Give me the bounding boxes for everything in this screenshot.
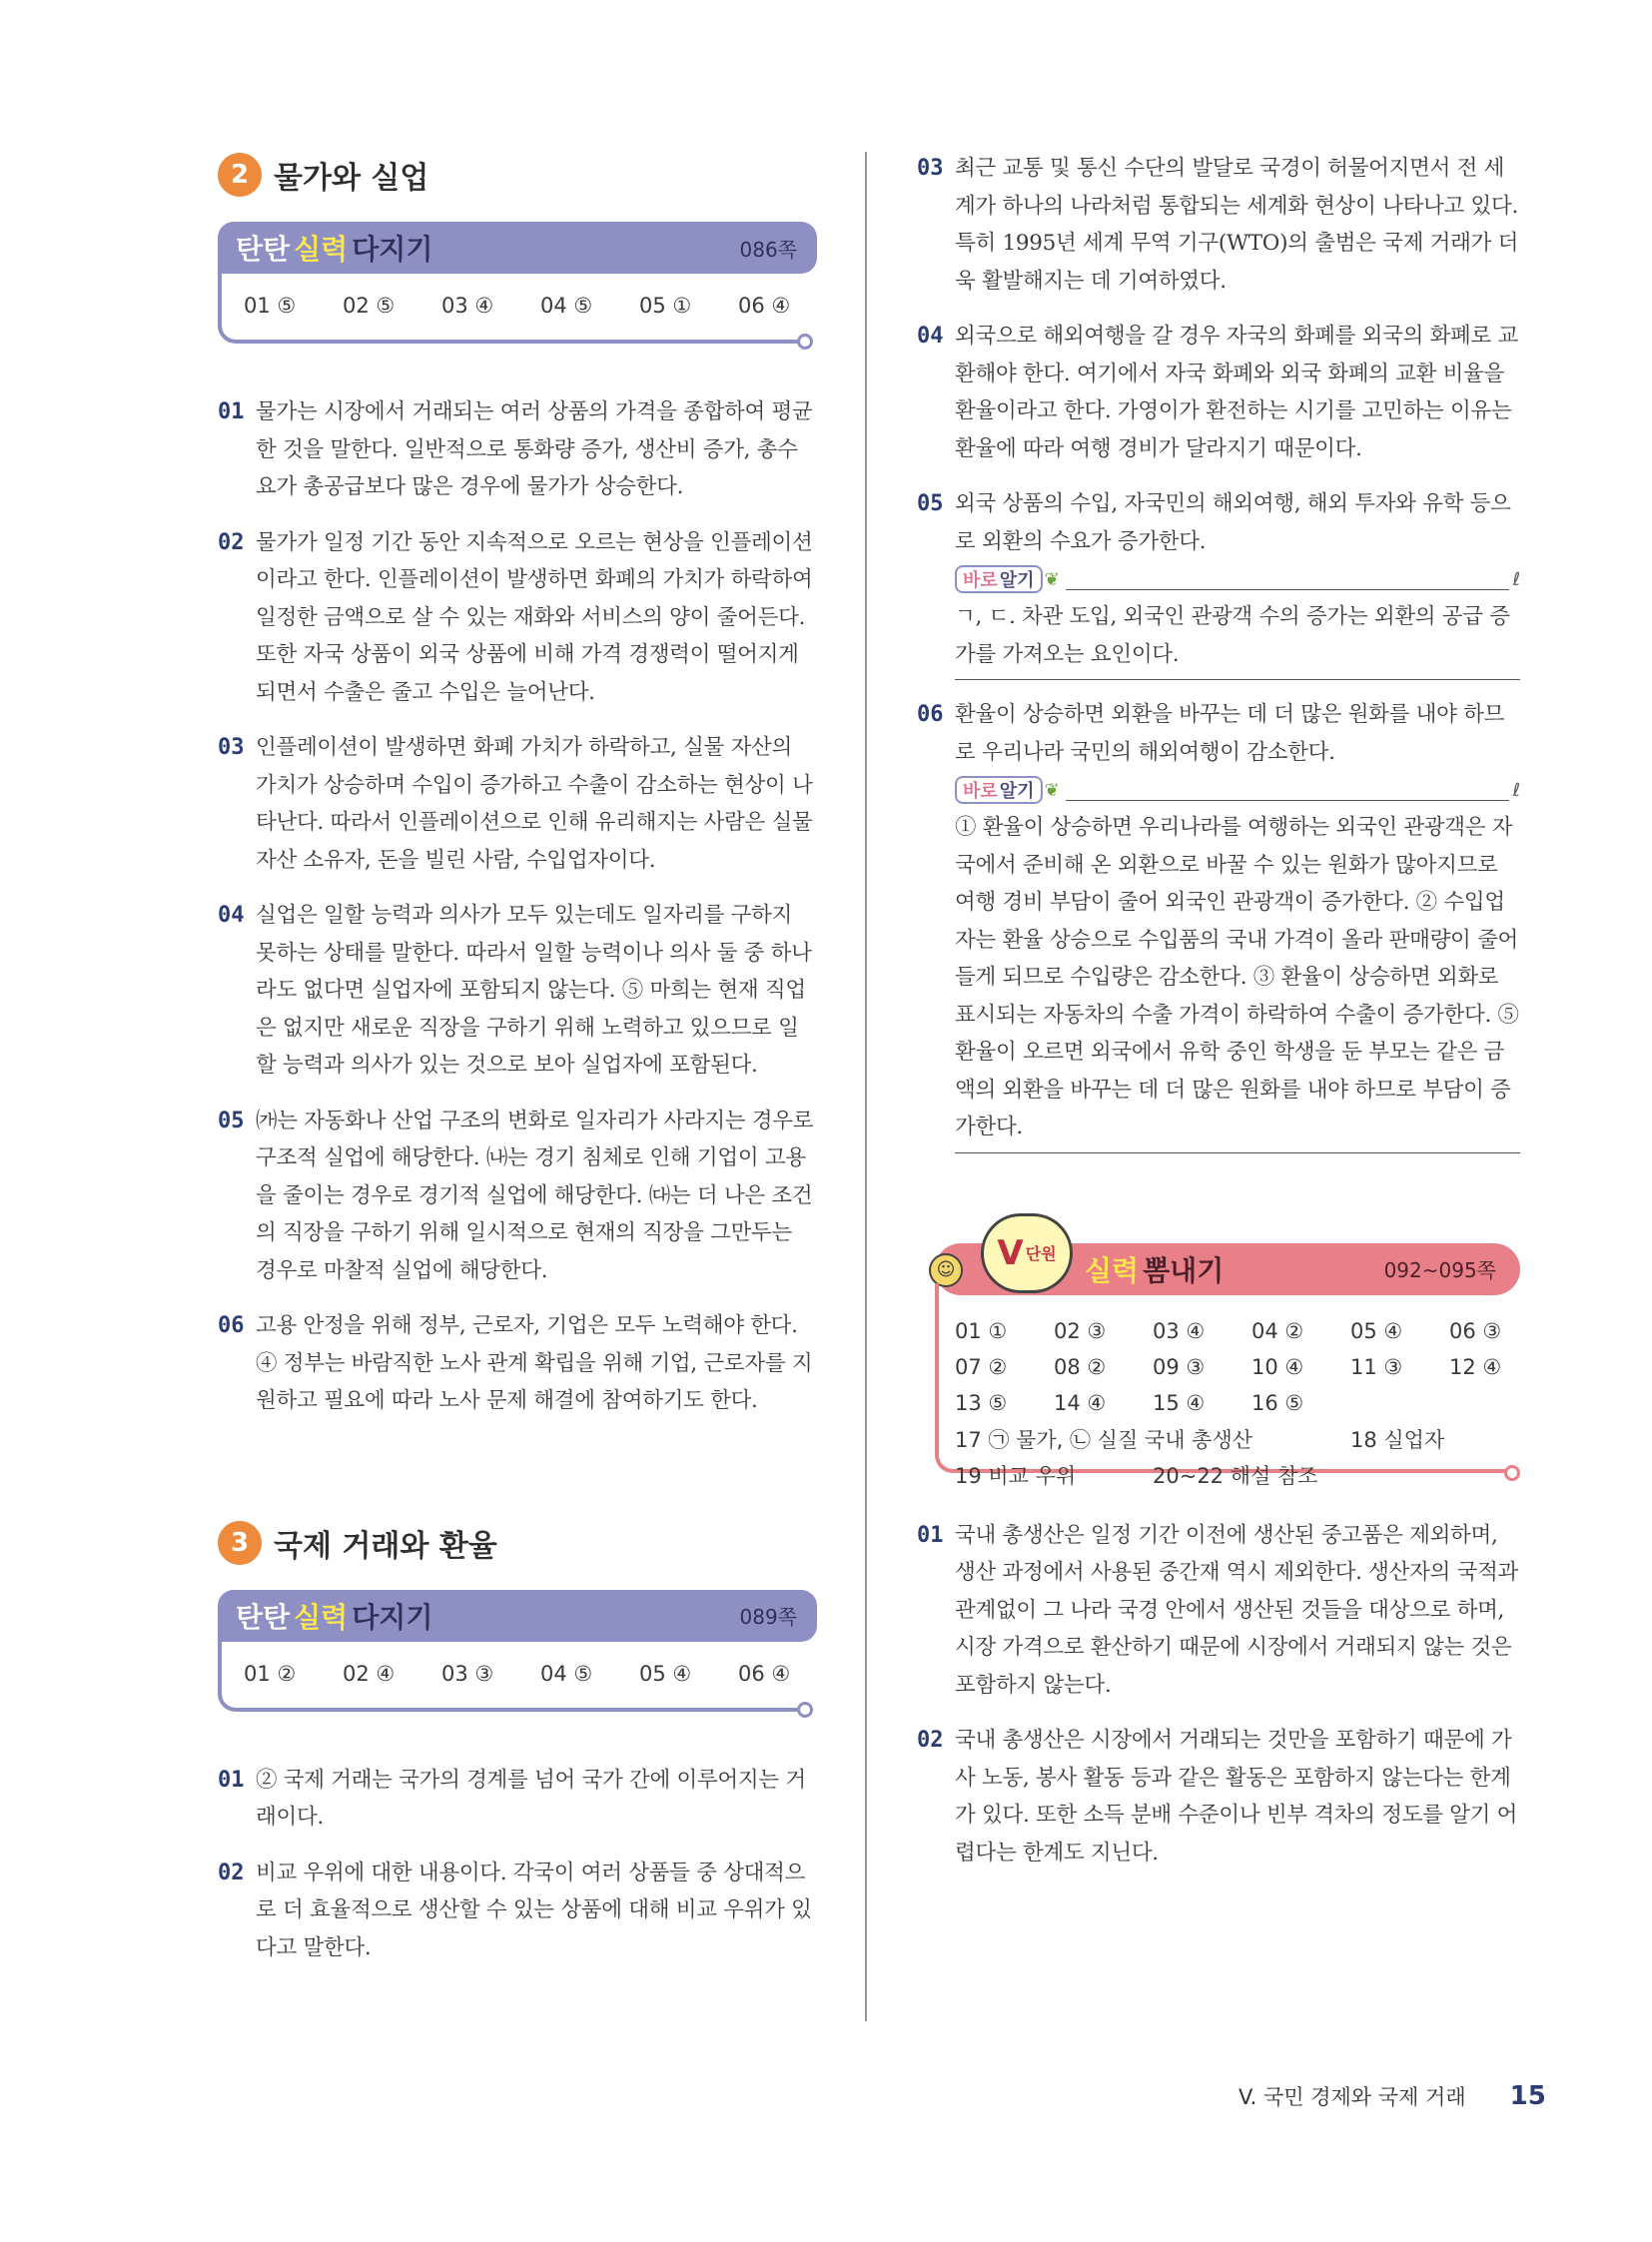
item-number: 02 bbox=[218, 529, 245, 555]
baro-algi-box bbox=[955, 564, 1520, 680]
answer: 01 ② bbox=[244, 1661, 297, 1686]
divider-line bbox=[955, 1152, 1520, 1153]
answer: 06 ④ bbox=[738, 1661, 791, 1686]
baro-label-a: 바로 bbox=[963, 570, 998, 591]
answer: 15 ④ bbox=[1153, 1390, 1206, 1415]
section-3-heading bbox=[218, 1518, 817, 1568]
answer: 02 ④ bbox=[343, 1661, 396, 1686]
answer: 20~22 해설 참조 bbox=[1153, 1463, 1318, 1488]
item-number: 02 bbox=[917, 1728, 944, 1753]
item-number: 01 bbox=[218, 399, 245, 424]
answer-row bbox=[955, 1457, 1548, 1493]
box-corner-dot bbox=[797, 1702, 813, 1718]
baro-algi-label bbox=[955, 565, 1043, 593]
explanation-item bbox=[218, 1762, 817, 1837]
answer: 05 ① bbox=[639, 294, 692, 318]
right-column bbox=[917, 150, 1520, 1889]
divider-line bbox=[1066, 800, 1509, 801]
baro-label-b: 알기 bbox=[999, 781, 1035, 802]
box-label-b: 실력 bbox=[294, 1600, 349, 1634]
answer: 04 ⑤ bbox=[540, 1661, 593, 1686]
item-number: 06 bbox=[917, 702, 944, 727]
item-text: 물가는 시장에서 거래되는 여러 상품의 가격을 종합하여 평균한 것을 말한다. 일반적으로 통화량 증가, 생산비 증가, 총수요가 총공급보다 많은 경우에 물가가 상승한다. bbox=[256, 399, 813, 499]
section-number: 3 bbox=[218, 1521, 262, 1565]
item-number: 04 bbox=[218, 903, 245, 928]
column-divider bbox=[865, 152, 867, 2021]
page-footer bbox=[1239, 2081, 1546, 2111]
section-title: 국제 거래와 환율 bbox=[274, 1528, 497, 1564]
spacer bbox=[218, 1438, 817, 1518]
item-number: 03 bbox=[917, 156, 944, 181]
answer: 07 ② bbox=[955, 1354, 1008, 1379]
explanation-item bbox=[917, 696, 1520, 771]
answer: 06 ③ bbox=[1449, 1318, 1502, 1343]
divider-line bbox=[955, 679, 1520, 680]
baro-label-b: 알기 bbox=[999, 570, 1035, 591]
item-number: 04 bbox=[917, 324, 944, 349]
unit-badge bbox=[981, 1213, 1073, 1293]
box-label-a: 탄탄 bbox=[236, 233, 291, 266]
explanation-item bbox=[218, 897, 817, 1085]
baro-algi-label bbox=[955, 776, 1043, 804]
section-2-heading bbox=[218, 150, 817, 200]
answer: 17 ㉠ 물가, ㉡ 실질 국내 총생산 bbox=[955, 1427, 1253, 1452]
unit-label-c: 뽐내기 bbox=[1143, 1253, 1225, 1287]
explanation-item bbox=[218, 524, 817, 712]
explanation-item bbox=[917, 1722, 1520, 1871]
unit-label-b: 실력 bbox=[1085, 1253, 1140, 1287]
left-column bbox=[218, 150, 817, 1984]
baro-algi-tag bbox=[955, 775, 1520, 805]
item-number: 05 bbox=[917, 491, 944, 516]
item-text: 환율이 상승하면 외환을 바꾸는 데 더 많은 원화를 내야 하므로 우리나라 국민의 해외여행이 감소한다. bbox=[955, 702, 1505, 765]
explanation-item bbox=[218, 1855, 817, 1967]
answer-list bbox=[244, 1662, 837, 1686]
curl-icon: ℓ bbox=[1512, 779, 1520, 801]
answer: 18 실업자 bbox=[1350, 1427, 1445, 1452]
answer: 14 ④ bbox=[1054, 1390, 1107, 1415]
answer-row bbox=[955, 1349, 1548, 1385]
curl-icon: ℓ bbox=[1512, 568, 1520, 590]
item-text: 인플레이션이 발생하면 화폐 가치가 하락하고, 실물 자산의 가치가 상승하며 수입이 증가하고 수출이 감소하는 현상이 나타난다. 따라서 인플레이션으로 인해 유리해지는 사람은 실물 자산 소유자, 돈을 빌린 사람, 수입업자이다. bbox=[256, 735, 813, 873]
box-page-ref: 086쪽 bbox=[739, 237, 797, 262]
unit-review-box bbox=[917, 1213, 1520, 1488]
answer: 03 ④ bbox=[441, 294, 494, 318]
item-text: 물가가 일정 기간 동안 지속적으로 오르는 현상을 인플레이션이라고 한다. 인플레이션이 발생하면 화폐의 가치가 하락하여 일정한 금액으로 살 수 있는 재화와 서비스의 양이 줄어든다. 또한 자국 상품이 외국 상품에 비해 가격 경쟁력이 떨어지게 되면서 수출은 줄고 수입은 늘어난다. bbox=[256, 529, 813, 705]
explanation-item bbox=[917, 485, 1520, 560]
explanation-item bbox=[218, 729, 817, 879]
answer: 05 ④ bbox=[1350, 1318, 1403, 1343]
baro-text: ㄱ, ㄷ. 차관 도입, 외국인 관광객 수의 증가는 외환의 공급 증가를 가져오는 요인이다. bbox=[955, 604, 1510, 667]
answer: 04 ⑤ bbox=[540, 294, 593, 318]
item-text: 국내 총생산은 일정 기간 이전에 생산된 중고품은 제외하며, 생산 과정에서 사용된 중간재 역시 제외한다. 생산자의 국적과 관계없이 그 나라 국경 안에서 생산된 것들을 대상으로 하며, 시장 가격으로 환산하기 때문에 시장에서 거래되지 않는 것은 포함하지 않는다. bbox=[955, 1522, 1519, 1698]
answer: 02 ③ bbox=[1054, 1318, 1107, 1343]
item-text: 실업은 일할 능력과 의사가 모두 있는데도 일자리를 구하지 못하는 상태를 말한다. 따라서 일할 능력이나 의사 둘 중 하나라도 없다면 실업자에 포함되지 않는다. ⑤ 마희는 현재 직업은 없지만 새로운 직장을 구하기 위해 노력하고 있으므로 일할 능력과 의사가 있는 것으로 보아 실업자에 포함된다. bbox=[256, 903, 812, 1078]
sprout-icon: ❦ bbox=[1044, 568, 1060, 590]
answer: 16 ⑤ bbox=[1251, 1390, 1304, 1415]
explanation-item bbox=[917, 150, 1520, 300]
answer: 13 ⑤ bbox=[955, 1390, 1008, 1415]
answer: 12 ④ bbox=[1449, 1354, 1502, 1379]
divider-line bbox=[1066, 589, 1509, 590]
item-text: 고용 안정을 위해 정부, 근로자, 기업은 모두 노력해야 한다. ④ 정부는 바람직한 노사 관계 확립을 위해 기업, 근로자를 지원하고 필요에 따라 노사 문제 해결에 참여하기도 한다. bbox=[256, 1313, 813, 1413]
item-text: 외국 상품의 수입, 자국민의 해외여행, 해외 투자와 유학 등으로 외환의 수요가 증가한다. bbox=[955, 491, 1511, 554]
section-number: 2 bbox=[218, 153, 262, 197]
mascot-icon: ☺ bbox=[929, 1253, 963, 1287]
answer: 04 ② bbox=[1251, 1318, 1304, 1343]
answer-row bbox=[955, 1421, 1548, 1457]
chapter-title: V. 국민 경제와 국제 거래 bbox=[1239, 2085, 1466, 2109]
item-text: 최근 교통 및 통신 수단의 발달로 국경이 허물어지면서 전 세계가 하나의 나라처럼 통합되는 세계화 현상이 나타나고 있다. 특히 1995년 세계 무역 기구(WTO)의 출범은 국제 거래가 더욱 활발해지는 데 기여하였다. bbox=[955, 156, 1519, 294]
answer: 03 ③ bbox=[441, 1661, 494, 1686]
item-number: 01 bbox=[218, 1767, 245, 1793]
box-page-ref: 089쪽 bbox=[739, 1605, 797, 1629]
item-text: ② 국제 거래는 국가의 경계를 넘어 국가 간에 이루어지는 거래이다. bbox=[256, 1767, 806, 1830]
answer: 11 ③ bbox=[1350, 1354, 1403, 1379]
answer: 05 ④ bbox=[639, 1661, 692, 1686]
explanation-item bbox=[917, 1517, 1520, 1705]
answer-row bbox=[955, 1385, 1548, 1421]
unit-page-ref: 092~095쪽 bbox=[1383, 1258, 1496, 1282]
unit-numeral: V bbox=[997, 1232, 1024, 1273]
answer-box bbox=[218, 1590, 817, 1718]
item-text: 비교 우위에 대한 내용이다. 각국이 여러 상품들 중 상대적으로 더 효율적으로 생산할 수 있는 상품에 대해 비교 우위가 있다고 말한다. bbox=[256, 1860, 812, 1960]
answer: 19 비교 우위 bbox=[955, 1463, 1077, 1488]
item-text: 국내 총생산은 시장에서 거래되는 것만을 포함하기 때문에 가사 노동, 봉사 활동 등과 같은 활동은 포함하지 않는다는 한계가 있다. 또한 소득 분배 수준이나 빈부 격차의 정도를 알기 어렵다는 한계도 지닌다. bbox=[955, 1728, 1518, 1866]
answer: 08 ② bbox=[1054, 1354, 1107, 1379]
unit-answer-grid bbox=[955, 1313, 1548, 1493]
answer: 01 ① bbox=[955, 1318, 1008, 1343]
answer: 10 ④ bbox=[1251, 1354, 1304, 1379]
item-text: ㈎는 자동화나 산업 구조의 변화로 일자리가 사라지는 경우로 구조적 실업에 해당한다. ㈏는 경기 침체로 인해 기업이 고용을 줄이는 경우로 경기적 실업에 해당한다. ㈐는 더 나은 조건의 직장을 구하기 위해 일시적으로 현재의 직장을 그만두는 경우로 마찰적 실업에 해당한다. bbox=[256, 1108, 814, 1283]
item-text: 외국으로 해외여행을 갈 경우 자국의 화폐를 외국의 화폐로 교환해야 한다. 여기에서 자국 화폐와 외국 화폐의 교환 비율을 환율이라고 한다. 가영이가 환전하는 시기를 고민하는 이유는 환율에 따라 여행 경비가 달라지기 때문이다. bbox=[955, 324, 1519, 461]
answer-list bbox=[244, 294, 837, 318]
page-number: 15 bbox=[1509, 2081, 1546, 2111]
item-number: 01 bbox=[917, 1522, 944, 1548]
item-number: 06 bbox=[218, 1313, 245, 1338]
unit-word: 단원 bbox=[1025, 1244, 1057, 1263]
explanation-item bbox=[218, 1307, 817, 1420]
explanation-item bbox=[218, 1103, 817, 1290]
box-label-b: 실력 bbox=[294, 233, 349, 266]
explanation-item bbox=[218, 393, 817, 506]
item-number: 05 bbox=[218, 1108, 245, 1133]
answer: 03 ④ bbox=[1153, 1318, 1206, 1343]
box-label-c: 다지기 bbox=[352, 1600, 433, 1634]
item-number: 03 bbox=[218, 735, 245, 760]
baro-algi-box bbox=[955, 775, 1520, 1153]
box-label-a: 탄탄 bbox=[236, 1600, 291, 1634]
box-label-c: 다지기 bbox=[352, 233, 433, 266]
box-corner-dot bbox=[797, 334, 813, 350]
answer: 06 ④ bbox=[738, 294, 791, 318]
answer: 01 ⑤ bbox=[244, 294, 297, 318]
section-title: 물가와 실업 bbox=[274, 161, 429, 196]
sprout-icon: ❦ bbox=[1044, 779, 1060, 801]
baro-algi-tag bbox=[955, 564, 1520, 594]
answer: 09 ③ bbox=[1153, 1354, 1206, 1379]
explanation-item bbox=[917, 318, 1520, 467]
baro-label-a: 바로 bbox=[963, 781, 998, 802]
baro-text: ① 환율이 상승하면 우리나라를 여행하는 외국인 관광객은 자국에서 준비해 온 외환으로 바꿀 수 있는 원화가 많아지므로 여행 경비 부담이 줄어 외국인 관광객이 증가한다. ② 수입업자는 환율 상승으로 수입품의 국내 가격이 올라 판매량이 줄어들게 되므로 수입량은 감소한다. ③ 환율이 상승하면 외화로 표시되는 자동차의 수출 가격이 하락하여 수출이 증가한다. ⑤ 환율이 오르면 외국에서 유학 중인 학생을 둔 부모는 같은 금액의 외환을 바꾸는 데 더 많은 원화를 내야 하므로 부담이 증가한다. bbox=[955, 815, 1519, 1139]
answer-row bbox=[955, 1313, 1548, 1349]
item-number: 02 bbox=[218, 1860, 245, 1885]
answer: 02 ⑤ bbox=[343, 294, 396, 318]
answer-box bbox=[218, 222, 817, 350]
